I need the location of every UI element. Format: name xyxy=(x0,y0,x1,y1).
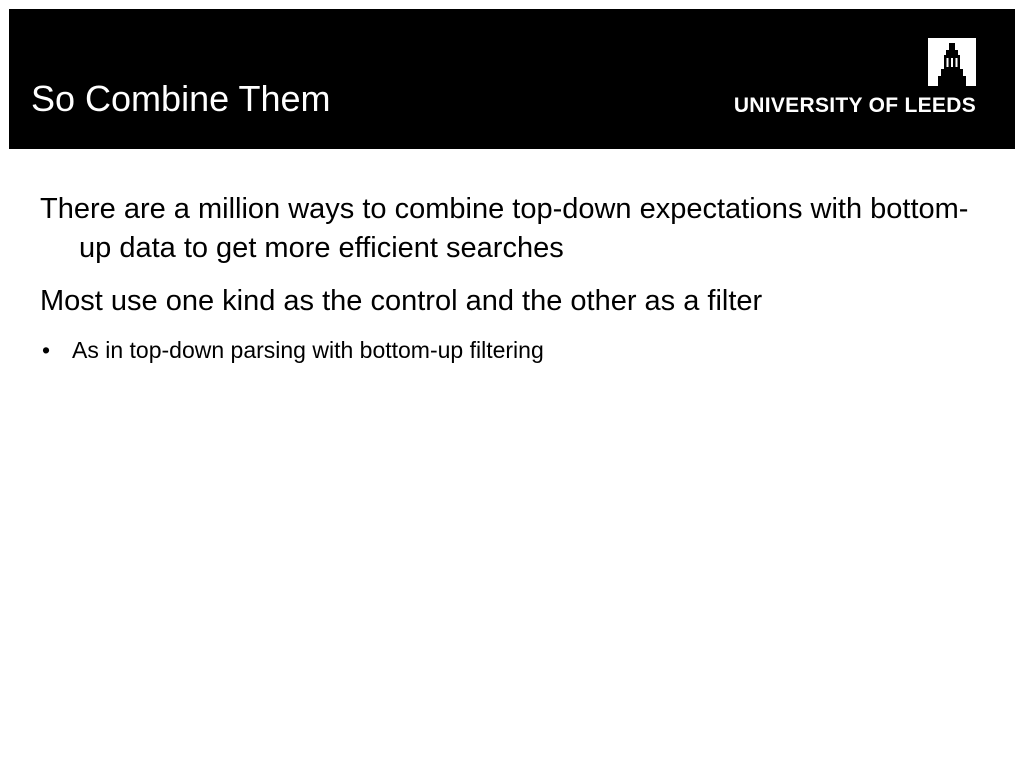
logo-text: UNIVERSITY OF LEEDS xyxy=(733,94,976,117)
slide-body xyxy=(40,190,980,365)
bullet-icon: • xyxy=(42,337,51,363)
body-paragraph: Most use one kind as the control and the other as a filter xyxy=(40,285,763,317)
parkinson-tower-icon xyxy=(928,38,976,86)
bullet-item xyxy=(40,335,980,365)
slide-title: So Combine Them xyxy=(31,78,331,119)
university-logo xyxy=(715,38,977,118)
body-paragraph: There are a million ways to combine top-down expectations with bottom-up data to get more efficient searches xyxy=(40,193,969,264)
bullet-text: As in top-down parsing with bottom-up filtering xyxy=(72,337,544,363)
